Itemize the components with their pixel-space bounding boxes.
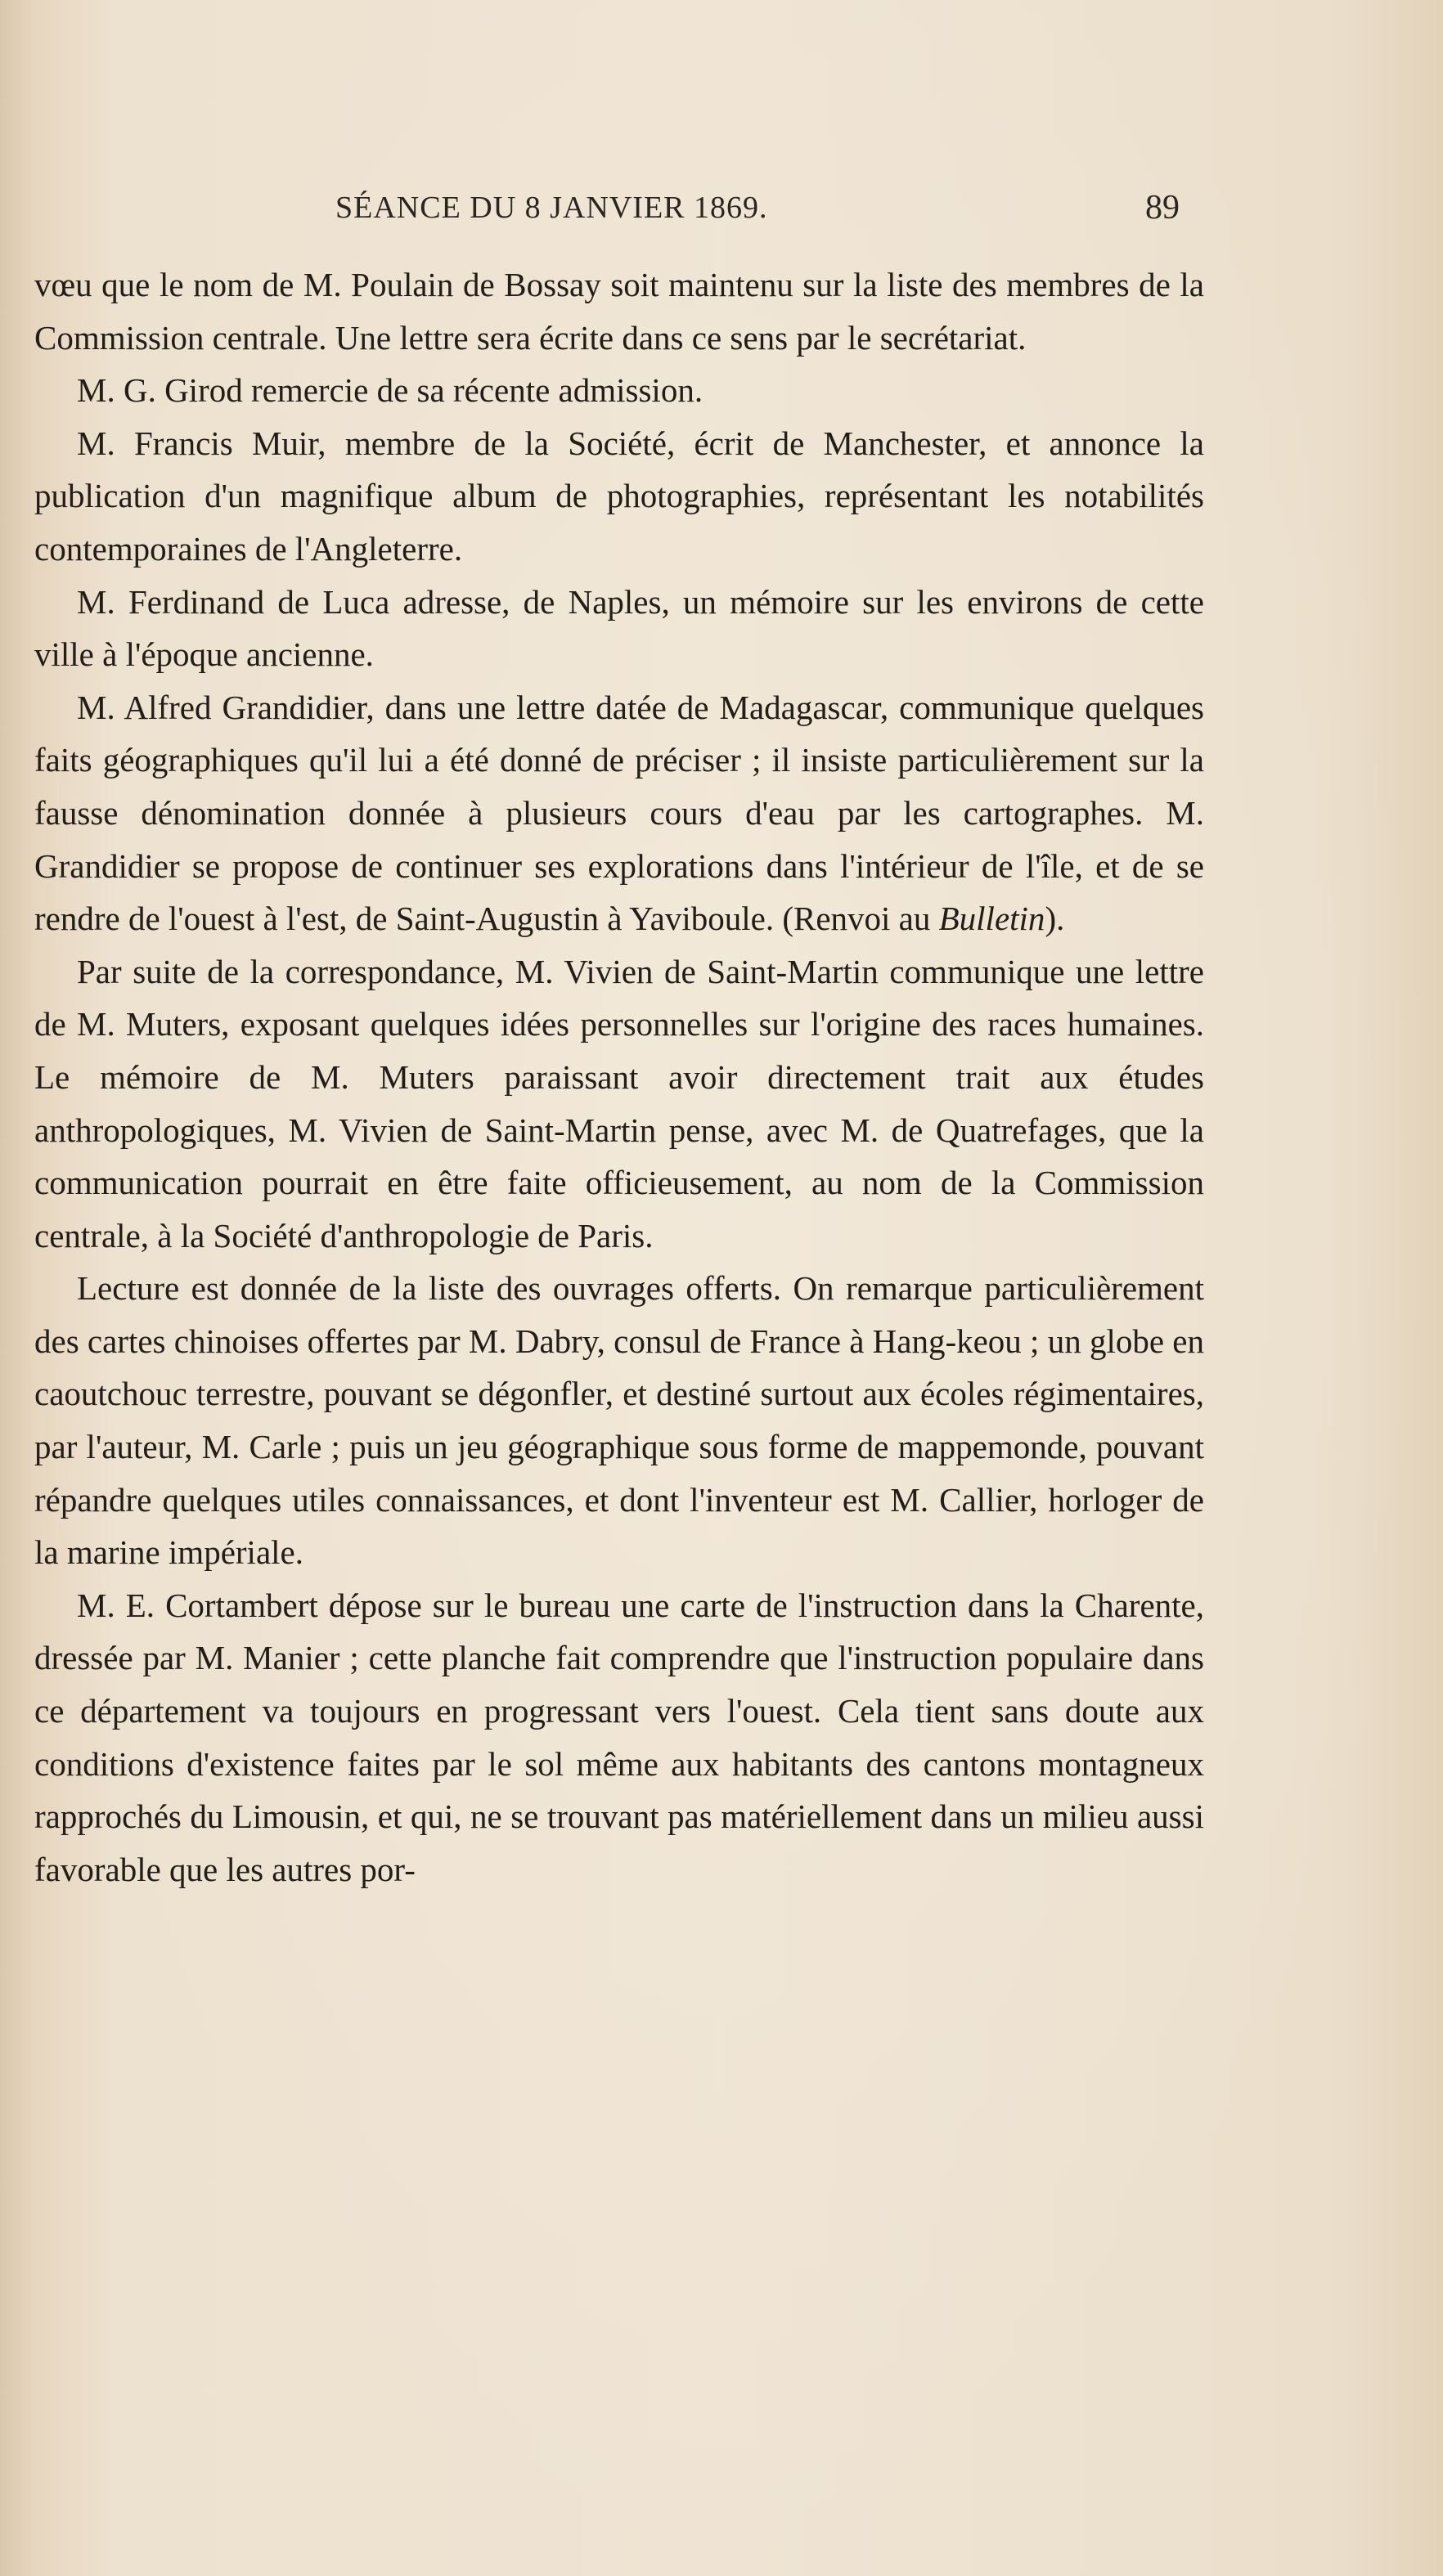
paragraph-de-luca: M. Ferdinand de Luca adresse, de Naples, un mémoire sur les environs de cette ville à l'époque ancienne. <box>34 582 1204 674</box>
paragraph-girod: M. G. Girod remercie de sa récente admission. <box>77 371 704 410</box>
paragraph-correspondance: Par suite de la correspondance, M. Vivien de Saint-Martin communique une lettre de M. Muters, exposant quelques idées personnelles sur l'origine des races humaines. Le mémoire de M. Muters paraissant avoir directement trait aux études anthropologiques, M. Vivien de Saint-Martin pense, avec M. de Quatrefages, que la communication pourrait en être faite officieusement, au nom de la Commission centrale, à la Société d'anthropologie de Paris. <box>34 952 1204 1254</box>
body-text <box>34 258 1204 1896</box>
running-head: SÉANCE DU 8 JANVIER 1869. <box>335 191 768 225</box>
paragraph-ouvrages: Lecture est donnée de la liste des ouvrages offerts. On remarque particulièrement des cartes chinoises offertes par M. Dabry, consul de France à Hang-keou ; un globe en caoutchouc terrestre, pouvant se dégonfler, et destiné surtout aux écoles régimentaires, par l'auteur, M. Carle ; puis un jeu géographique sous forme de mappemonde, pouvant répandre quelques utiles connaissances, et dont l'inventeur est M. Callier, horloger de la marine impériale. <box>34 1269 1204 1572</box>
page-number: 89 <box>1145 189 1180 227</box>
paragraph-muir: M. Francis Muir, membre de la Société, écrit de Manchester, et annonce la publication d'un magnifique album de photographies, représentant les notabilités contemporaines de l'Angleterre. <box>34 424 1204 568</box>
paragraph-continuation: vœu que le nom de M. Poulain de Bossay soit maintenu sur la liste des membres de la Commission centrale. Une lettre sera écrite dans ce sens par le secrétariat. <box>34 266 1204 357</box>
bulletin-title: Bulletin <box>938 900 1045 938</box>
paragraph-cortambert: M. E. Cortambert dépose sur le bureau une carte de l'instruction dans la Charente, dressée par M. Manier ; cette planche fait comprendre que l'instruction populaire dans ce département va toujours en progressant vers l'ouest. Cela tient sans doute aux conditions d'existence faites par le sol même aux habitants des cantons montagneux rapprochés du Limousin, et qui, ne se trouvant pas matériellement dans un milieu aussi favorable que les autres por- <box>34 1586 1204 1888</box>
paragraph-grandidier-end: ). <box>1045 900 1065 938</box>
page-header <box>0 190 1443 239</box>
paragraph-grandidier <box>34 681 1204 945</box>
paragraph-grandidier-text: M. Alfred Grandidier, dans une lettre datée de Madagascar, communique quelques faits géographiques qu'il lui a été donné de préciser ; il insiste particulièrement sur la fausse dénomination donnée à plusieurs cours d'eau par les cartographes. M. Grandidier se propose de continuer ses explorations dans l'intérieur de l'île, et de se rendre de l'ouest à l'est, de Saint-Augustin à Yaviboule. (Renvoi au <box>34 688 1204 938</box>
